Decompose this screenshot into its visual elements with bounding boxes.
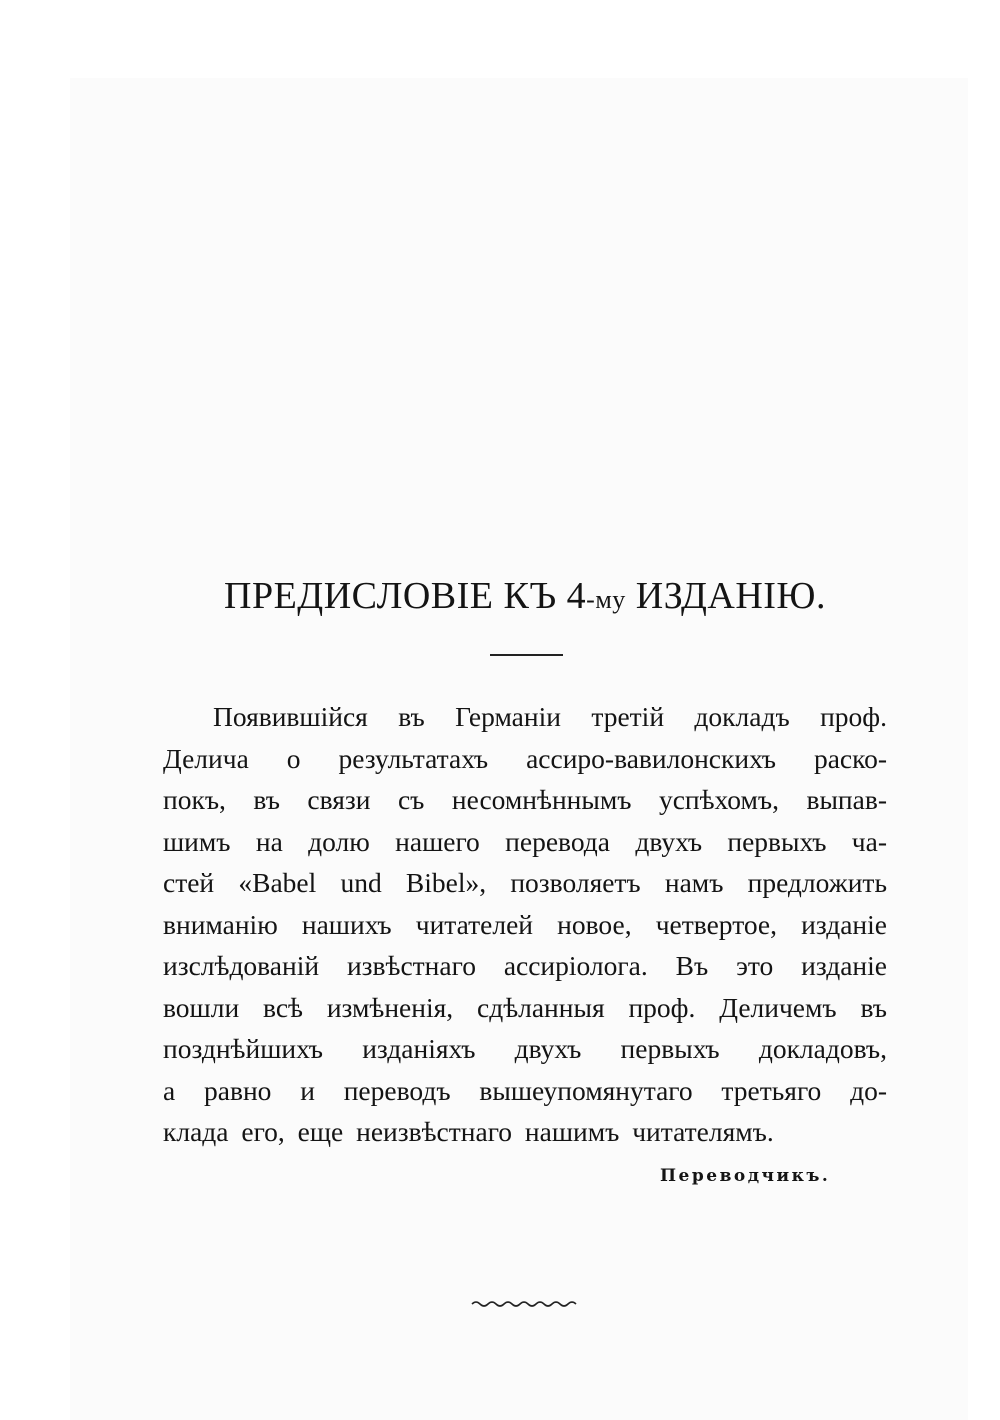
paragraph-line: вошли всѣ измѣненія, сдѣланныя проф. Деличемъ въ: [163, 991, 887, 1023]
translator-signature: Переводчикъ.: [660, 1166, 831, 1186]
title-end: ИЗДАНІЮ.: [625, 575, 826, 617]
title-suffix: -му: [586, 585, 626, 614]
paragraph-line: изслѣдованій извѣстнаго ассиріолога. Въ это изданіе: [163, 950, 887, 981]
paragraph-line: а равно и переводъ вышеупомянутаго третьяго до-: [163, 1074, 887, 1106]
title-divider: [490, 654, 563, 656]
paragraph-line: клада его, еще неизвѣстнаго нашимъ читателямъ.: [163, 1116, 774, 1147]
title-main: ПРЕДИСЛОВІЕ КЪ 4: [224, 575, 587, 617]
page-title: [0, 574, 1000, 618]
paragraph-line: покъ, въ связи съ несомнѣннымъ успѣхомъ, выпав-: [163, 784, 887, 815]
paragraph-line: стей «Babel und Bibel», позволяетъ намъ предложить: [163, 867, 887, 898]
preface-paragraph: [163, 696, 887, 1153]
paragraph-line: вниманію нашихъ читателей новое, четвертое, изданіе: [163, 908, 887, 940]
paragraph-line: шимъ на долю нашего перевода двухъ первыхъ ча-: [163, 825, 887, 857]
paragraph-line: Появившійся въ Германіи третій докладъ проф.: [213, 701, 887, 732]
wavy-ornament-icon: [470, 1296, 580, 1310]
paragraph-line: Делича о результатахъ ассиро-вавилонскихъ раско-: [163, 742, 887, 774]
paragraph-line: позднѣйшихъ изданіяхъ двухъ первыхъ докладовъ,: [163, 1033, 887, 1064]
